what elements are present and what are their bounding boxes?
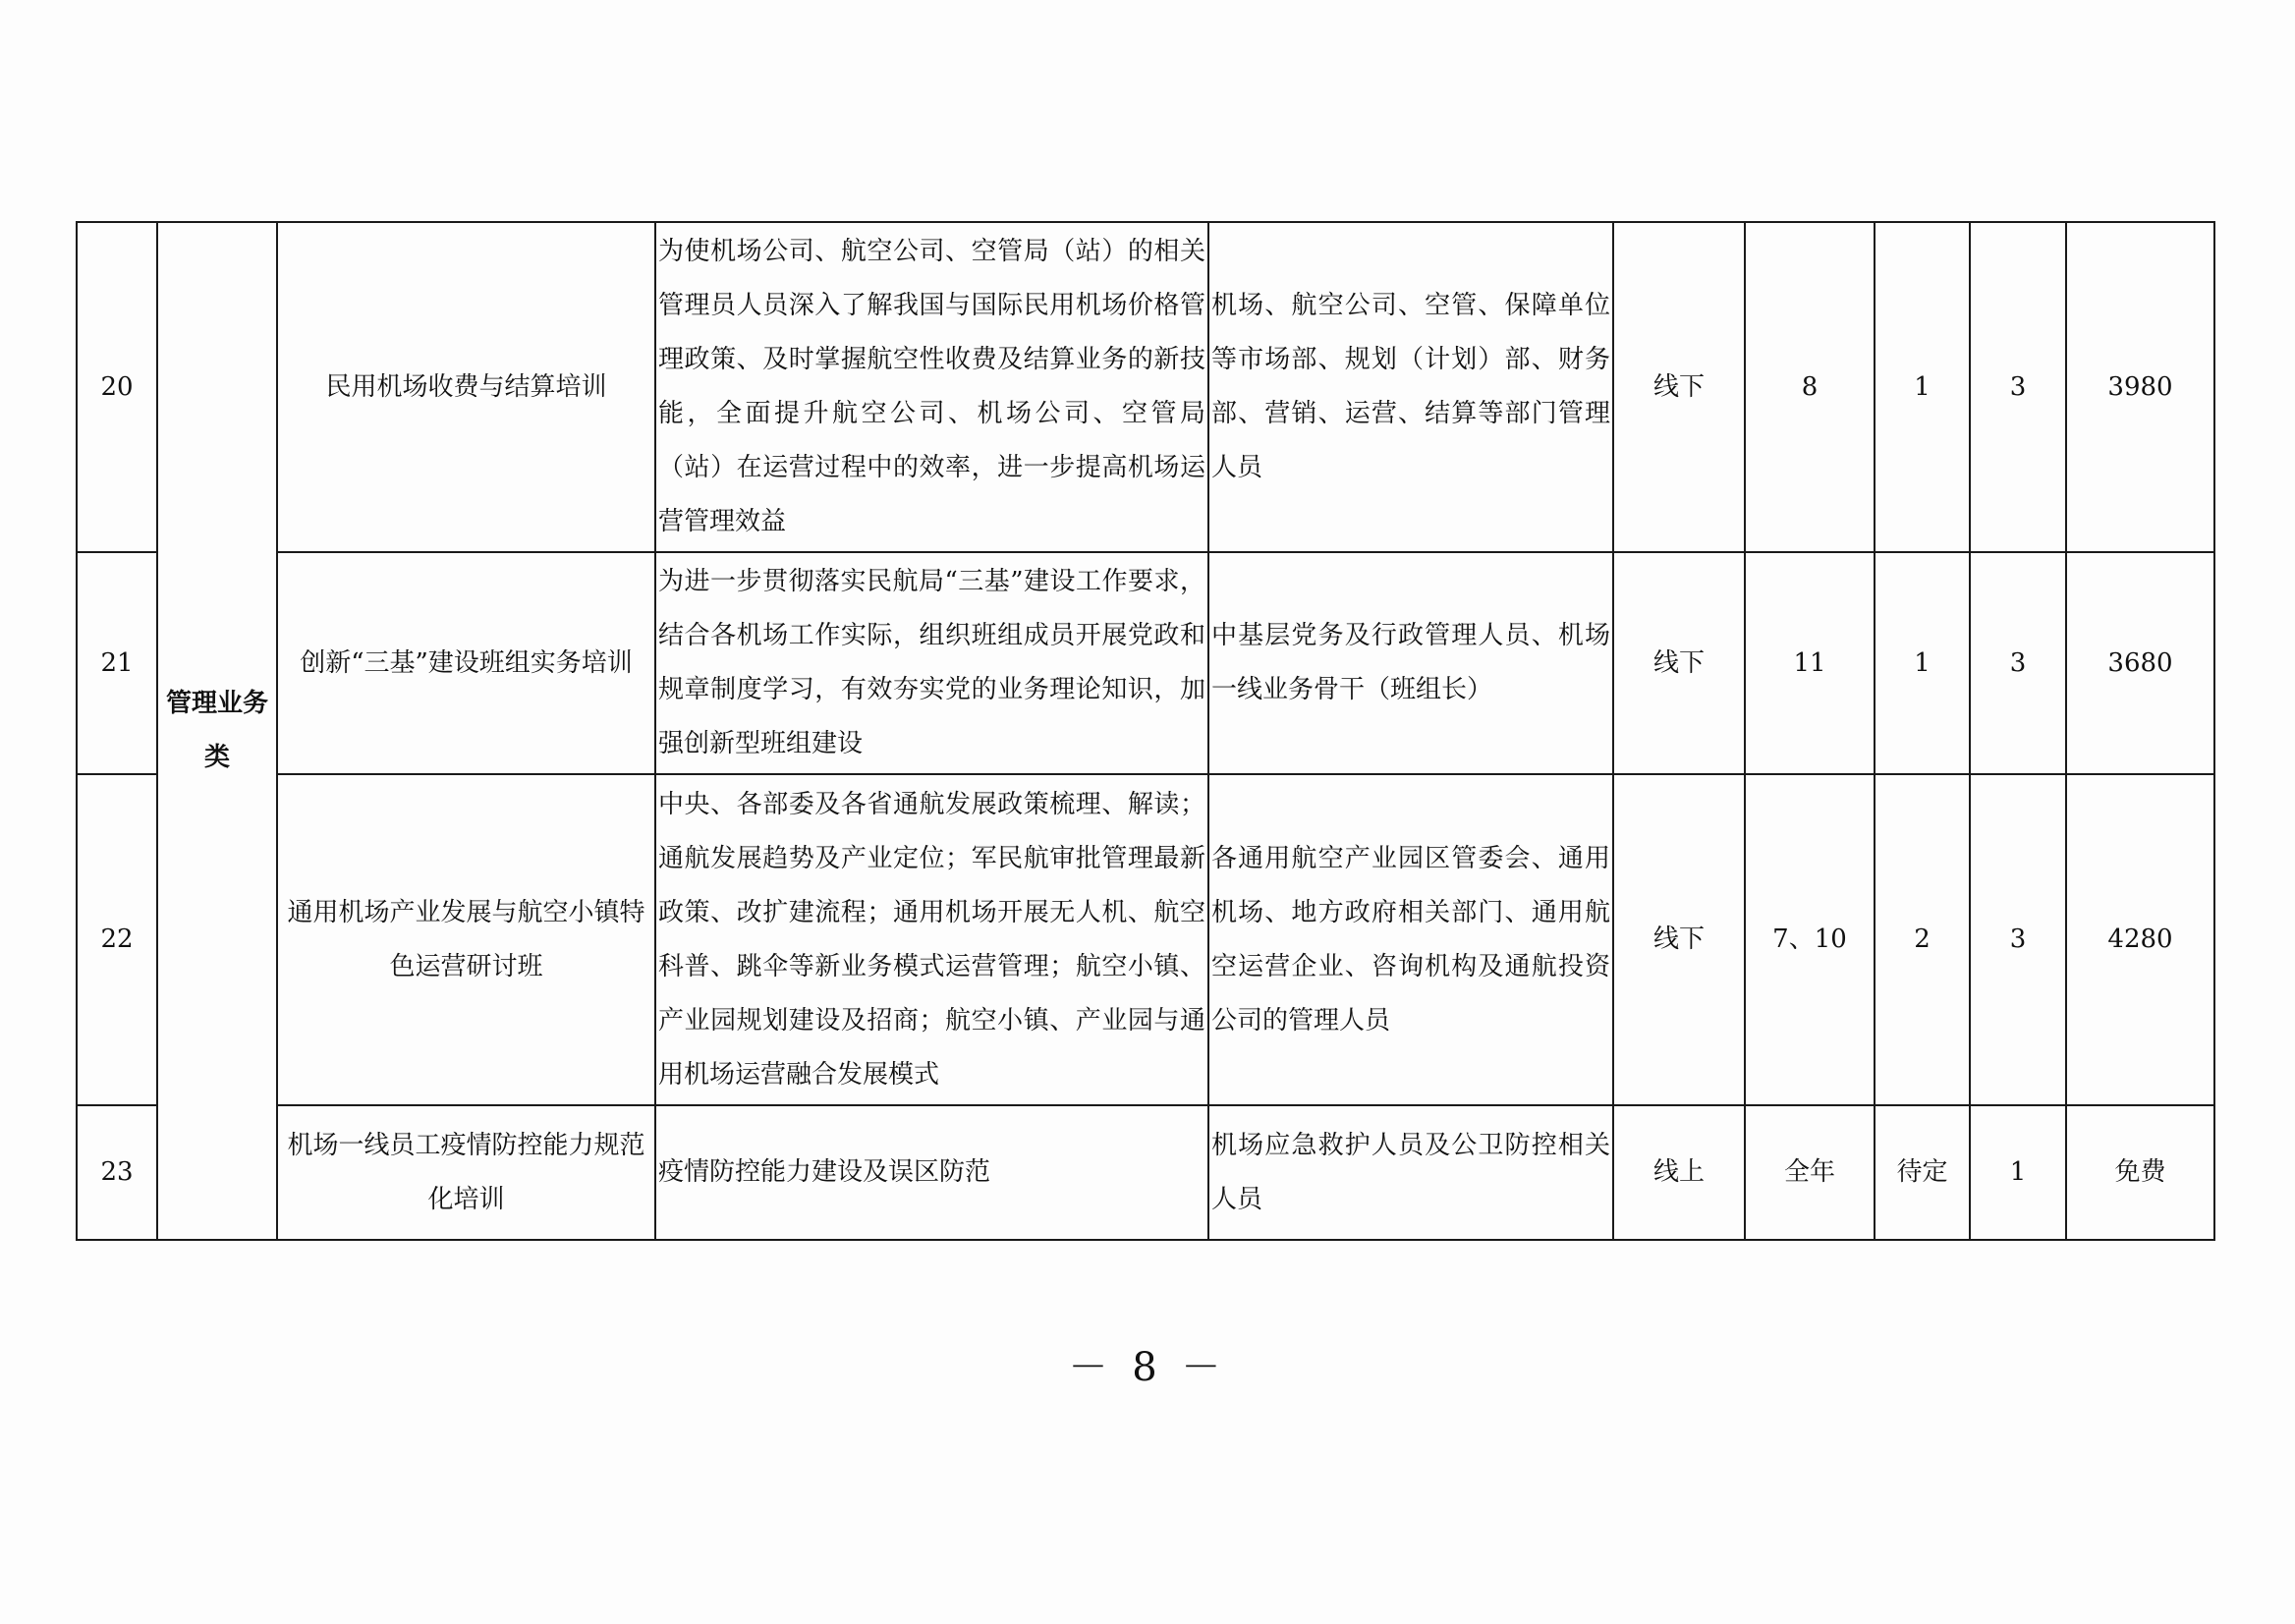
row-number: 21 xyxy=(77,552,157,774)
training-mode: 线下 xyxy=(1613,222,1745,552)
row-number: 23 xyxy=(77,1105,157,1240)
table-row xyxy=(77,1105,2214,1240)
course-name: 机场一线员工疫情防控能力规范化培训 xyxy=(277,1105,655,1240)
training-days: 3 xyxy=(1970,222,2066,552)
training-fee: 免费 xyxy=(2066,1105,2214,1240)
training-month: 8 xyxy=(1745,222,1875,552)
target-audience: 中基层党务及行政管理人员、机场一线业务骨干（班组长） xyxy=(1208,552,1613,774)
table-row xyxy=(77,552,2214,774)
course-name: 通用机场产业发展与航空小镇特色运营研讨班 xyxy=(277,774,655,1105)
row-number: 20 xyxy=(77,222,157,552)
training-fee: 3980 xyxy=(2066,222,2214,552)
session-count: 待定 xyxy=(1875,1105,1970,1240)
course-name: 民用机场收费与结算培训 xyxy=(277,222,655,552)
training-fee: 4280 xyxy=(2066,774,2214,1105)
course-name: 创新“三基”建设班组实务培训 xyxy=(277,552,655,774)
course-category: 管理业务类 xyxy=(157,222,277,1240)
course-content: 疫情防控能力建设及误区防范 xyxy=(655,1105,1208,1240)
training-days: 3 xyxy=(1970,774,2066,1105)
training-mode: 线下 xyxy=(1613,774,1745,1105)
course-content: 为进一步贯彻落实民航局“三基”建设工作要求，结合各机场工作实际，组织班组成员开展党政和规章制度学习，有效夯实党的业务理论知识，加强创新型班组建设 xyxy=(655,552,1208,774)
training-month: 7、10 xyxy=(1745,774,1875,1105)
training-fee: 3680 xyxy=(2066,552,2214,774)
table-row xyxy=(77,774,2214,1105)
table-row xyxy=(77,222,2214,552)
row-number: 22 xyxy=(77,774,157,1105)
training-course-table xyxy=(76,221,2215,1241)
session-count: 1 xyxy=(1875,552,1970,774)
training-month: 全年 xyxy=(1745,1105,1875,1240)
session-count: 2 xyxy=(1875,774,1970,1105)
target-audience: 各通用航空产业园区管委会、通用机场、地方政府相关部门、通用航空运营企业、咨询机构及通航投资公司的管理人员 xyxy=(1208,774,1613,1105)
training-month: 11 xyxy=(1745,552,1875,774)
session-count: 1 xyxy=(1875,222,1970,552)
course-content: 中央、各部委及各省通航发展政策梳理、解读；通航发展趋势及产业定位；军民航审批管理最新政策、改扩建流程；通用机场开展无人机、航空科普、跳伞等新业务模式运营管理；航空小镇、产业园规划建设及招商；航空小镇、产业园与通用机场运营融合发展模式 xyxy=(655,774,1208,1105)
course-content: 为使机场公司、航空公司、空管局（站）的相关管理员人员深入了解我国与国际民用机场价格管理政策、及时掌握航空性收费及结算业务的新技能，全面提升航空公司、机场公司、空管局（站）在运营过程中的效率，进一步提高机场运营管理效益 xyxy=(655,222,1208,552)
training-days: 1 xyxy=(1970,1105,2066,1240)
training-days: 3 xyxy=(1970,552,2066,774)
target-audience: 机场、航空公司、空管、保障单位等市场部、规划（计划）部、财务部、营销、运营、结算等部门管理人员 xyxy=(1208,222,1613,552)
training-mode: 线下 xyxy=(1613,552,1745,774)
target-audience: 机场应急救护人员及公卫防控相关人员 xyxy=(1208,1105,1613,1240)
page-number: － 8 － xyxy=(1068,1345,1227,1390)
training-mode: 线上 xyxy=(1613,1105,1745,1240)
